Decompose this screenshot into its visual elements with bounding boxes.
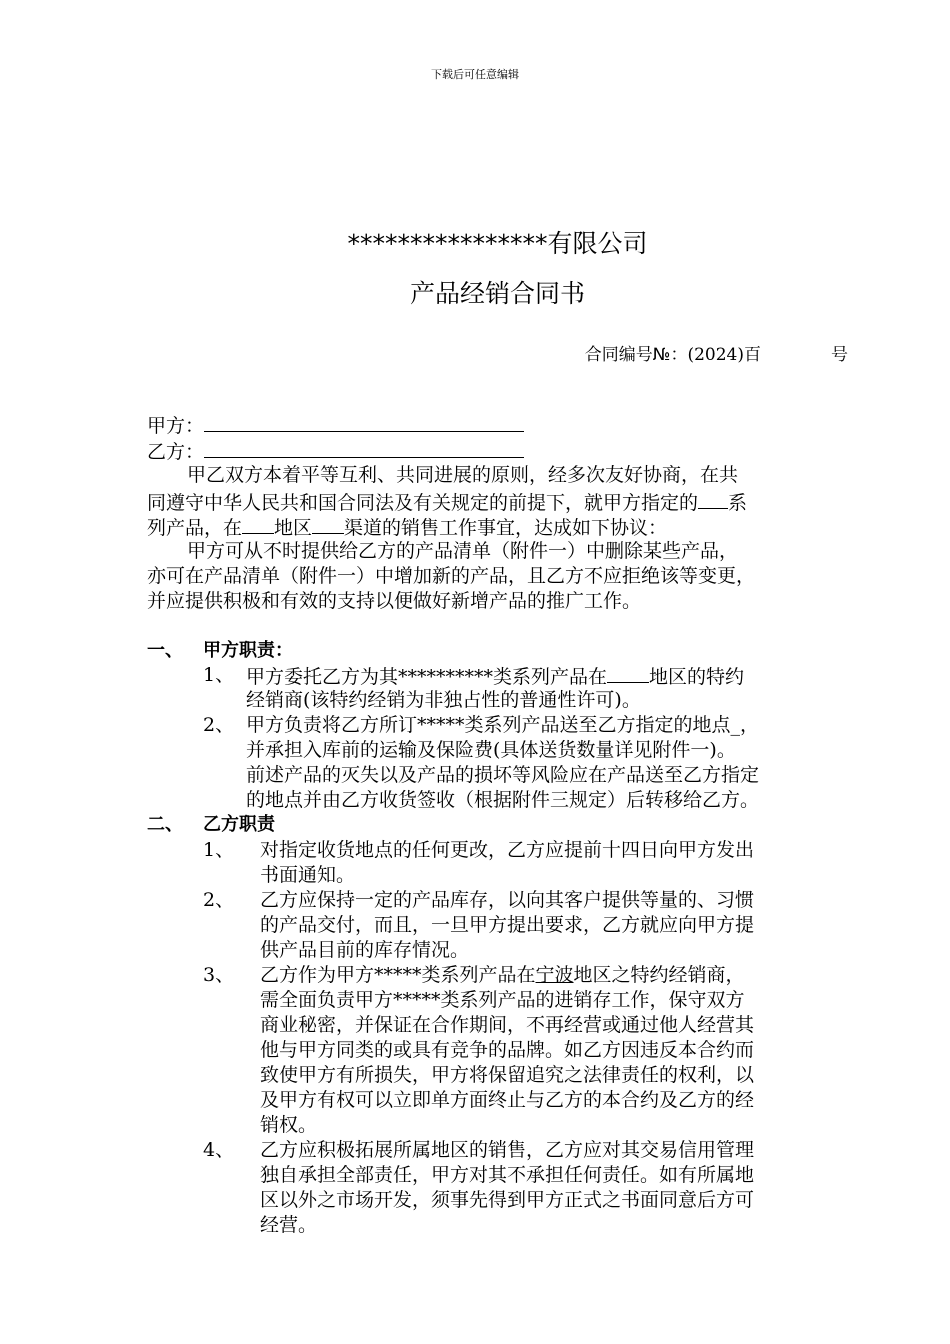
contract-number-label: 合同编号№： bbox=[584, 345, 688, 365]
s2-item-4-line-4: 经营。 bbox=[260, 1214, 318, 1236]
s2-item-3-number: 3、 bbox=[203, 964, 235, 986]
contract-number-value: (2024)百 bbox=[687, 345, 761, 365]
preamble-line-1: 甲乙双方本着平等互利、共同进展的原则，经多次友好协商，在共 bbox=[187, 464, 739, 486]
s2-item-4-line-3: 区以外之市场开发，须事先得到甲方正式之书面同意后方可 bbox=[260, 1189, 755, 1211]
s2-item-3-line-2: 需全面负责甲方*****类系列产品的进销存工作，保守双方 bbox=[260, 989, 745, 1011]
preamble-line-3: 列产品，在 地区 渠道的销售工作事宜，达成如下协议： bbox=[147, 517, 668, 539]
s1-item-2-line-4: 的地点并由乙方收货签收（根据附件三规定）后转移给乙方。 bbox=[246, 789, 760, 811]
party-a-blank bbox=[204, 414, 524, 432]
s2-item-4-line-2: 独自承担全部责任，甲方对其不承担任何责任。如有所属地 bbox=[260, 1164, 755, 1186]
channel-blank bbox=[312, 515, 344, 534]
s2-item-2-line-1: 乙方应保持一定的产品库存，以向其客户提供等量的、习惯 bbox=[260, 889, 755, 911]
s2-item-3-line-4: 他与甲方同类的或具有竞争的品牌。如乙方因违反本合约而 bbox=[260, 1039, 755, 1061]
series-blank bbox=[698, 490, 728, 509]
s2-item-4-number: 4、 bbox=[203, 1139, 235, 1161]
company-title: ****************有限公司 bbox=[347, 229, 648, 258]
s2-item-1-number: 1、 bbox=[203, 839, 235, 861]
region-blank bbox=[242, 515, 274, 534]
s2-item-3-line-1: 乙方作为甲方*****类系列产品在宁波地区之特约经销商， bbox=[260, 964, 745, 986]
s2-item-3-line-5: 致使甲方有所损失，甲方将保留追究之法律责任的权利，以 bbox=[260, 1064, 755, 1086]
contract-number-suffix: 号 bbox=[831, 345, 848, 365]
header-note: 下载后可任意编辑 bbox=[431, 68, 519, 81]
s2-item-1-line-1: 对指定收货地点的任何更改，乙方应提前十四日向甲方发出 bbox=[260, 839, 755, 861]
s1-item-2-number: 2、 bbox=[203, 714, 235, 736]
para2-line-3: 并应提供积极和有效的支持以便做好新增产品的推广工作。 bbox=[147, 590, 642, 612]
para2-line-2: 亦可在产品清单（附件一）中增加新的产品，且乙方不应拒绝该等变更， bbox=[147, 565, 756, 587]
s1-item-1-number: 1、 bbox=[203, 664, 235, 686]
party-b-line bbox=[147, 440, 524, 463]
party-a-label: 甲方： bbox=[147, 415, 205, 437]
s2-item-2-line-2: 的产品交付，而且，一旦甲方提出要求，乙方就应向甲方提 bbox=[260, 914, 755, 936]
s2-item-3-line-7: 销权。 bbox=[260, 1114, 318, 1136]
section-2-number: 二、 bbox=[147, 814, 183, 835]
document-title: 产品经销合同书 bbox=[409, 279, 585, 308]
s1-region-blank bbox=[607, 664, 649, 683]
s1-item-2-line-1: 甲方负责将乙方所订*****类系列产品送至乙方指定的地点_， bbox=[246, 714, 760, 736]
party-b-label: 乙方： bbox=[147, 441, 205, 463]
s2-item-1-line-2: 书面通知。 bbox=[260, 864, 356, 886]
section-1-number: 一、 bbox=[147, 640, 183, 661]
party-b-blank bbox=[204, 440, 524, 458]
s2-item-2-number: 2、 bbox=[203, 889, 235, 911]
preamble-line-2: 同遵守中华人民共和国合同法及有关规定的前提下，就甲方指定的 系 bbox=[147, 492, 748, 514]
region-ningbo: 宁波 bbox=[535, 964, 574, 986]
party-a-line bbox=[147, 414, 524, 437]
s2-item-3-line-6: 及甲方有权可以立即单方面终止与乙方的本合约及乙方的经 bbox=[260, 1089, 755, 1111]
s1-item-2-line-2: 并承担入库前的运输及保险费(具体送货数量详见附件一)。 bbox=[246, 739, 736, 761]
contract-number bbox=[585, 340, 848, 365]
para2-line-1: 甲方可从不时提供给乙方的产品清单（附件一）中删除某些产品， bbox=[187, 540, 739, 562]
s1-item-1-line-1: 甲方委托乙方为其**********类系列产品在 地区的特约 bbox=[246, 666, 745, 688]
section-2-title: 乙方职责 bbox=[203, 814, 275, 835]
s2-item-3-line-3: 商业秘密，并保证在合作期间，不再经营或通过他人经营其 bbox=[260, 1014, 755, 1036]
s2-item-2-line-3: 供产品目前的库存情况。 bbox=[260, 939, 470, 961]
s2-item-4-line-1: 乙方应积极拓展所属地区的销售，乙方应对其交易信用管理 bbox=[260, 1139, 755, 1161]
s1-item-2-line-3: 前述产品的灭失以及产品的损坏等风险应在产品送至乙方指定 bbox=[246, 764, 760, 786]
s1-item-1-line-2: 经销商(该特约经销为非独占性的普通性许可)。 bbox=[246, 689, 641, 711]
section-1-title: 甲方职责： bbox=[203, 640, 293, 661]
